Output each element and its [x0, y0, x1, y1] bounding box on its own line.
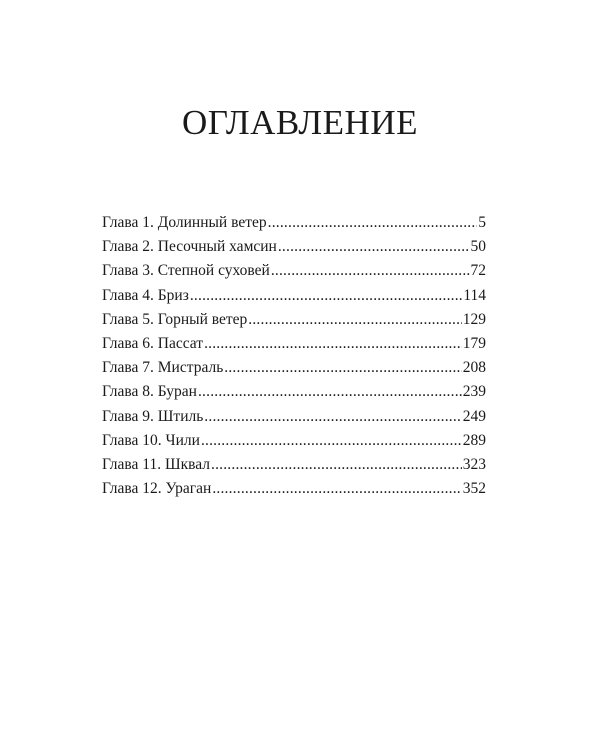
dot-leader — [201, 429, 462, 453]
toc-entry[interactable] — [102, 259, 486, 283]
dot-leader — [190, 284, 462, 308]
dot-leader — [224, 356, 461, 380]
dot-leader — [211, 453, 462, 477]
toc-entry-page: 208 — [462, 359, 486, 377]
toc-entry-page: 352 — [462, 480, 486, 498]
dot-leader — [278, 235, 470, 259]
dot-leader — [212, 477, 461, 501]
toc-entry-page: 289 — [462, 431, 486, 449]
toc-entry-page: 249 — [462, 407, 486, 425]
toc-entry[interactable] — [102, 284, 486, 308]
table-of-contents — [102, 211, 486, 501]
toc-entry-page: 50 — [470, 238, 486, 256]
toc-entry-title: Глава 3. Степной суховей — [102, 262, 270, 280]
dot-leader — [198, 380, 462, 404]
dot-leader — [204, 405, 461, 429]
toc-entry-title: Глава 12. Ураган — [102, 480, 212, 498]
toc-entry-title: Глава 7. Мистраль — [102, 359, 224, 377]
dot-leader — [204, 332, 462, 356]
toc-entry[interactable] — [102, 356, 486, 380]
toc-entry[interactable] — [102, 308, 486, 332]
toc-entry-page: 179 — [462, 334, 486, 352]
toc-entry-page: 129 — [462, 310, 486, 328]
toc-entry[interactable] — [102, 453, 486, 477]
toc-entry[interactable] — [102, 405, 486, 429]
dot-leader — [268, 211, 478, 235]
toc-entry[interactable] — [102, 211, 486, 235]
toc-entry-title: Глава 1. Долинный ветер — [102, 214, 267, 231]
page-title: ОГЛАВЛЕНИЕ — [182, 103, 418, 142]
toc-entry-title: Глава 4. Бриз — [102, 286, 189, 304]
toc-entry-page: 239 — [462, 383, 486, 401]
toc-entry-page: 114 — [463, 286, 486, 304]
toc-entry[interactable] — [102, 429, 486, 453]
toc-entry[interactable] — [102, 235, 486, 259]
dot-leader — [271, 259, 470, 283]
toc-entry-title: Глава 11. Шквал — [102, 455, 210, 473]
toc-entry[interactable] — [102, 380, 486, 404]
dot-leader — [248, 308, 461, 332]
toc-entry-title: Глава 2. Песочный хамсин — [102, 238, 277, 256]
toc-entry-page: 323 — [462, 455, 486, 473]
toc-entry-title: Глава 10. Чили — [102, 431, 200, 449]
toc-entry-page: 5 — [478, 214, 486, 231]
toc-entry-title: Глава 5. Горный ветер — [102, 310, 248, 328]
toc-entry-title: Глава 6. Пассат — [102, 334, 204, 352]
toc-entry[interactable] — [102, 477, 486, 501]
toc-entry[interactable] — [102, 332, 486, 356]
toc-entry-title: Глава 8. Буран — [102, 383, 197, 401]
toc-entry-page: 72 — [470, 262, 486, 280]
toc-entry-title: Глава 9. Штиль — [102, 407, 204, 425]
